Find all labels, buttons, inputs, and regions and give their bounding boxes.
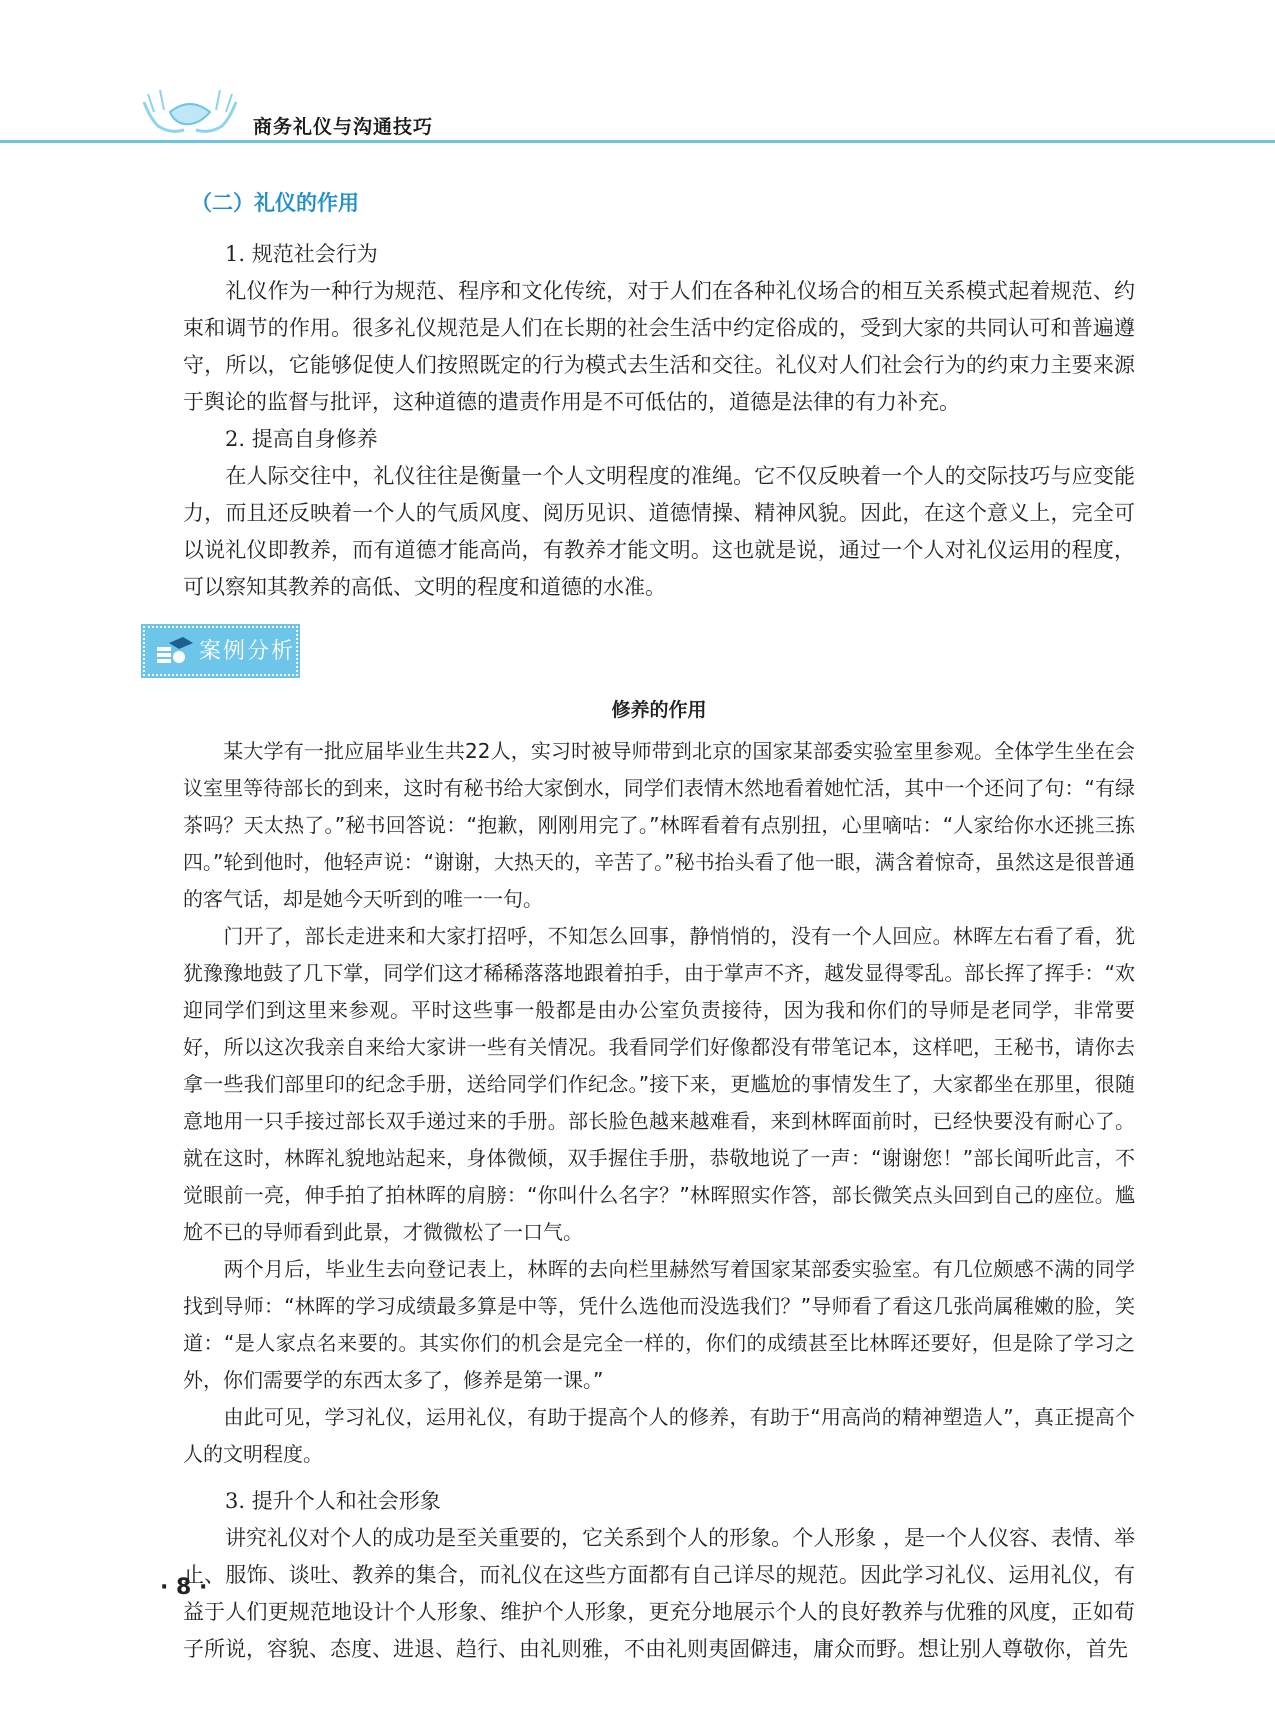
page-content: [183, 185, 1135, 1668]
paragraph-3: 讲究礼仪对个人的成功是至关重要的，它关系到个人的形象。个人形象 ，是一个人仪容、表情、举止、服饰、谈吐、教养的集合，而礼仪在这些方面都有自己详尽的规范。因此学习礼仪、运用礼仪，有益于人们更规范地设计个人形象、维护个人形象，更充分地展示个人的良好教养与优雅的风度，正如荀子所说，容貌、态度、进退、趋行、由礼则雅，不由礼则夷固僻违，庸众而野。想让别人尊敬你，首先: [183, 1526, 1135, 1661]
book-title: 商务礼仪与沟通技巧: [253, 116, 434, 138]
case-banner-label: 案例分析: [199, 638, 296, 664]
case-paragraph: 两个月后，毕业生去向登记表上，林晖的去向栏里赫然写着国家某部委实验室。有几位颇感不满的同学找到导师：“林晖的学习成绩最多算是中等，凭什么选他而没选我们？”导师看了看这几张尚属稚嫩的脸，笑道：“是人家点名来要的。其实你们的机会是完全一样的，你们的成绩甚至比林晖还要好，但是除了学习之外，你们需要学的东西太多了，修养是第一课。”: [183, 1257, 1135, 1392]
handshake-logo-icon: [140, 82, 240, 138]
header-divider: [0, 140, 1275, 143]
case-analysis-banner: [143, 626, 298, 676]
page-number: · 8 ·: [160, 1575, 208, 1600]
case-paragraph: 由此可见，学习礼仪，运用礼仪，有助于提高个人的修养，有助于“用高尚的精神塑造人”，真正提高个人的文明程度。: [183, 1405, 1135, 1466]
paragraph-2: 在人际交往中，礼仪往往是衡量一个人文明程度的准绳。它不仅反映着一个人的交际技巧与应变能力，而且还反映着一个人的气质风度、阅历见识、道德情操、精神风貌。因此，在这个意义上，完全可以说礼仪即教养，而有道德才能高尚，有教养才能文明。这也就是说，通过一个人对礼仪运用的程度，可以察知其教养的高低、文明的程度和道德的水准。: [183, 464, 1135, 599]
case-paragraph: 门开了，部长走进来和大家打招呼，不知怎么回事，静悄悄的，没有一个人回应。林晖左右看了看，犹犹豫豫地鼓了几下掌，同学们这才稀稀落落地跟着拍手，由于掌声不齐，越发显得零乱。部长挥了挥手：“欢迎同学们到这里来参观。平时这些事一般都是由办公室负责接待，因为我和你们的导师是老同学，非常要好，所以这次我亲自来给大家讲一些有关情况。我看同学们好像都没有带笔记本，这样吧，王秘书，请你去拿一些我们部里印的纪念手册，送给同学们作纪念。”接下来，更尴尬的事情发生了，大家都坐在那里，很随意地用一只手接过部长双手递过来的手册。部长脸色越来越难看，来到林晖面前时，已经快要没有耐心了。就在这时，林晖礼貌地站起来，身体微倾，双手握住手册，恭敬地说了一声：“谢谢您！”部长闻听此言，不觉眼前一亮，伸手拍了拍林晖的肩膀：“你叫什么名字？”林晖照实作答，部长微笑点头回到自己的座位。尴尬不已的导师看到此景，才微微松了一口气。: [183, 924, 1135, 1244]
section-heading: （二）礼仪的作用: [191, 191, 359, 215]
subsection-title-1: 1. 规范社会行为: [183, 242, 378, 266]
case-paragraph: 某大学有一批应届毕业生共22人，实习时被导师带到北京的国家某部委实验室里参观。全体学生坐在会议室里等待部长的到来，这时有秘书给大家倒水，同学们表情木然地看着她忙活，其中一个还问了句：“有绿茶吗？天太热了。”秘书回答说：“抱歉，刚刚用完了。”林晖看着有点别扭，心里嘀咕：“人家给你水还挑三拣四。”轮到他时，他轻声说：“谢谢，大热天的，辛苦了。”秘书抬头看了他一眼，满含着惊奇，虽然这是很普通的客气话，却是她今天听到的唯一一句。: [183, 739, 1135, 911]
page-header: [0, 0, 1275, 150]
case-title: 修养的作用: [611, 699, 707, 721]
subsection-title-3: 3. 提升个人和社会形象: [183, 1489, 441, 1513]
graduation-cap-icon: [153, 633, 193, 669]
paragraph-1: 礼仪作为一种行为规范、程序和文化传统，对于人们在各种礼仪场合的相互关系模式起着规范、约束和调节的作用。很多礼仪规范是人们在长期的社会生活中约定俗成的，受到大家的共同认可和普遍遵守，所以，它能够促使人们按照既定的行为模式去生活和交往。礼仪对人们社会行为的约束力主要来源于舆论的监督与批评，这种道德的遣责作用是不可低估的，道德是法律的有力补充。: [183, 279, 1135, 414]
subsection-title-2: 2. 提高自身修养: [183, 427, 378, 451]
